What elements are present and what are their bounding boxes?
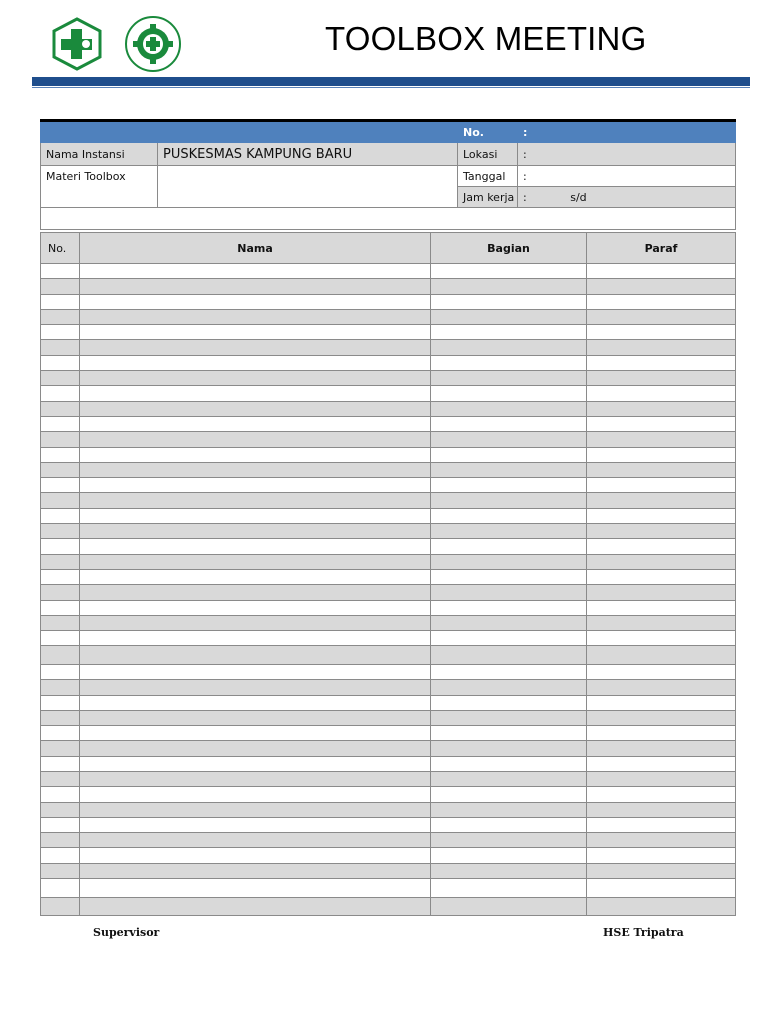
table-row [41, 879, 736, 898]
cell-bagian[interactable] [431, 848, 587, 863]
cell-paraf[interactable] [587, 695, 736, 710]
table-row [41, 756, 736, 771]
cell-bagian[interactable] [431, 524, 587, 539]
cell-bagian[interactable] [431, 756, 587, 771]
tanggal-label: Tanggal [458, 166, 518, 187]
cell-nama[interactable] [80, 680, 431, 695]
cell-nama[interactable] [80, 772, 431, 787]
cell-paraf[interactable] [587, 493, 736, 508]
cell-no[interactable] [41, 817, 80, 832]
cell-nama[interactable] [80, 585, 431, 600]
cell-nama[interactable] [80, 462, 431, 477]
cell-nama[interactable] [80, 710, 431, 725]
cell-no[interactable] [41, 600, 80, 615]
cell-bagian[interactable] [431, 802, 587, 817]
cell-bagian[interactable] [431, 741, 587, 756]
cell-no[interactable] [41, 401, 80, 416]
cell-paraf[interactable] [587, 756, 736, 771]
table-row [41, 817, 736, 832]
table-row [41, 615, 736, 630]
cell-bagian[interactable] [431, 879, 587, 898]
cell-no[interactable] [41, 386, 80, 401]
cell-paraf[interactable] [587, 462, 736, 477]
cell-nama[interactable] [80, 787, 431, 802]
cell-bagian[interactable] [431, 569, 587, 584]
cell-paraf[interactable] [587, 631, 736, 646]
cell-no[interactable] [41, 695, 80, 710]
page-title: TOOLBOX MEETING [325, 20, 647, 57]
cell-nama[interactable] [80, 432, 431, 447]
table-row [41, 554, 736, 569]
cell-no[interactable] [41, 432, 80, 447]
cell-no[interactable] [41, 680, 80, 695]
cell-nama[interactable] [80, 756, 431, 771]
table-row [41, 833, 736, 848]
table-row [41, 462, 736, 477]
cell-no[interactable] [41, 447, 80, 462]
cell-bagian[interactable] [431, 462, 587, 477]
materi-value[interactable] [158, 166, 458, 208]
cell-nama[interactable] [80, 264, 431, 279]
cell-nama[interactable] [80, 554, 431, 569]
table-row [41, 710, 736, 725]
cell-paraf[interactable] [587, 355, 736, 370]
table-row [41, 585, 736, 600]
table-row [41, 447, 736, 462]
cell-no[interactable] [41, 741, 80, 756]
table-row [41, 478, 736, 493]
col-header-no: No. [41, 233, 80, 264]
cell-nama[interactable] [80, 355, 431, 370]
cell-no[interactable] [41, 848, 80, 863]
cell-bagian[interactable] [431, 493, 587, 508]
tanggal-value[interactable]: : [518, 166, 736, 187]
cell-bagian[interactable] [431, 355, 587, 370]
cell-nama[interactable] [80, 294, 431, 309]
green-cross-logo [52, 17, 102, 71]
cell-no[interactable] [41, 493, 80, 508]
cell-paraf[interactable] [587, 817, 736, 832]
cell-no[interactable] [41, 508, 80, 523]
attendance-table [40, 232, 736, 916]
cell-paraf[interactable] [587, 524, 736, 539]
table-row [41, 680, 736, 695]
cell-bagian[interactable] [431, 695, 587, 710]
cell-nama[interactable] [80, 508, 431, 523]
header-divider-line [32, 87, 750, 88]
cell-paraf[interactable] [587, 772, 736, 787]
cell-nama[interactable] [80, 493, 431, 508]
cell-bagian[interactable] [431, 416, 587, 431]
cell-no[interactable] [41, 524, 80, 539]
table-row [41, 695, 736, 710]
table-row [41, 401, 736, 416]
table-row [41, 539, 736, 554]
cell-nama[interactable] [80, 848, 431, 863]
cell-paraf[interactable] [587, 897, 736, 916]
cell-paraf[interactable] [587, 680, 736, 695]
cell-bagian[interactable] [431, 539, 587, 554]
cell-nama[interactable] [80, 401, 431, 416]
cell-paraf[interactable] [587, 726, 736, 741]
cell-paraf[interactable] [587, 554, 736, 569]
cell-paraf[interactable] [587, 710, 736, 725]
cell-bagian[interactable] [431, 833, 587, 848]
cell-no[interactable] [41, 615, 80, 630]
cell-no[interactable] [41, 279, 80, 294]
table-row [41, 787, 736, 802]
cell-bagian[interactable] [431, 554, 587, 569]
attendance-header-row [41, 233, 736, 264]
cell-bagian[interactable] [431, 294, 587, 309]
cell-no[interactable] [41, 569, 80, 584]
cell-paraf[interactable] [587, 447, 736, 462]
cell-paraf[interactable] [587, 340, 736, 355]
cell-paraf[interactable] [587, 264, 736, 279]
cell-nama[interactable] [80, 802, 431, 817]
cell-nama[interactable] [80, 863, 431, 878]
cell-bagian[interactable] [431, 264, 587, 279]
col-header-paraf: Paraf [587, 233, 736, 264]
cell-no[interactable] [41, 309, 80, 324]
table-row [41, 726, 736, 741]
col-header-bagian: Bagian [431, 233, 587, 264]
cell-bagian[interactable] [431, 478, 587, 493]
cell-nama[interactable] [80, 539, 431, 554]
materi-label: Materi Toolbox [41, 166, 158, 208]
hse-signature-label: HSE Tripatra [603, 926, 684, 939]
cell-bagian[interactable] [431, 863, 587, 878]
lokasi-value[interactable]: : [518, 143, 736, 166]
table-row [41, 508, 736, 523]
cell-nama[interactable] [80, 371, 431, 386]
cell-paraf[interactable] [587, 646, 736, 665]
cell-no[interactable] [41, 897, 80, 916]
cell-no[interactable] [41, 416, 80, 431]
cell-no[interactable] [41, 710, 80, 725]
table-row [41, 294, 736, 309]
lokasi-label: Lokasi [458, 143, 518, 166]
cell-no[interactable] [41, 726, 80, 741]
cell-bagian[interactable] [431, 726, 587, 741]
cell-paraf[interactable] [587, 325, 736, 340]
cell-bagian[interactable] [431, 340, 587, 355]
number-row [41, 121, 736, 143]
table-row [41, 569, 736, 584]
cell-bagian[interactable] [431, 432, 587, 447]
cell-paraf[interactable] [587, 508, 736, 523]
cell-bagian[interactable] [431, 897, 587, 916]
cell-nama[interactable] [80, 478, 431, 493]
cell-no[interactable] [41, 787, 80, 802]
cell-bagian[interactable] [431, 817, 587, 832]
table-row [41, 264, 736, 279]
cell-no[interactable] [41, 772, 80, 787]
table-row [41, 802, 736, 817]
cell-bagian[interactable] [431, 325, 587, 340]
table-row [41, 309, 736, 324]
cell-no[interactable] [41, 585, 80, 600]
table-row [41, 741, 736, 756]
table-row [41, 772, 736, 787]
table-row [41, 524, 736, 539]
cell-paraf[interactable] [587, 664, 736, 679]
table-row [41, 897, 736, 916]
cell-no[interactable] [41, 646, 80, 665]
cell-nama[interactable] [80, 340, 431, 355]
cell-nama[interactable] [80, 879, 431, 898]
cell-bagian[interactable] [431, 371, 587, 386]
table-row [41, 646, 736, 665]
table-row [41, 432, 736, 447]
cell-paraf[interactable] [587, 741, 736, 756]
cell-no[interactable] [41, 340, 80, 355]
cell-bagian[interactable] [431, 508, 587, 523]
cell-nama[interactable] [80, 631, 431, 646]
cell-nama[interactable] [80, 279, 431, 294]
table-row [41, 848, 736, 863]
cell-nama[interactable] [80, 386, 431, 401]
table-row [41, 493, 736, 508]
cell-paraf[interactable] [587, 802, 736, 817]
cell-no[interactable] [41, 554, 80, 569]
indonesia-safety-development-logo [123, 15, 183, 73]
cell-bagian[interactable] [431, 615, 587, 630]
cell-no[interactable] [41, 631, 80, 646]
cell-paraf[interactable] [587, 416, 736, 431]
cell-bagian[interactable] [431, 710, 587, 725]
no-value[interactable]: : [518, 121, 736, 143]
table-row [41, 600, 736, 615]
cell-bagian[interactable] [431, 646, 587, 665]
table-row [41, 416, 736, 431]
cell-nama[interactable] [80, 897, 431, 916]
table-row [41, 386, 736, 401]
cell-nama[interactable] [80, 524, 431, 539]
cell-paraf[interactable] [587, 294, 736, 309]
meeting-info-table [40, 119, 736, 230]
cell-paraf[interactable] [587, 386, 736, 401]
cell-bagian[interactable] [431, 386, 587, 401]
col-header-nama: Nama [80, 233, 431, 264]
table-row [41, 325, 736, 340]
cell-no[interactable] [41, 664, 80, 679]
cell-no[interactable] [41, 802, 80, 817]
cell-bagian[interactable] [431, 279, 587, 294]
cell-paraf[interactable] [587, 539, 736, 554]
cell-nama[interactable] [80, 325, 431, 340]
cell-nama[interactable] [80, 726, 431, 741]
cell-paraf[interactable] [587, 848, 736, 863]
cell-paraf[interactable] [587, 863, 736, 878]
cell-no[interactable] [41, 756, 80, 771]
cell-nama[interactable] [80, 416, 431, 431]
cell-paraf[interactable] [587, 615, 736, 630]
table-row [41, 664, 736, 679]
cell-paraf[interactable] [587, 600, 736, 615]
cell-paraf[interactable] [587, 309, 736, 324]
cell-paraf[interactable] [587, 879, 736, 898]
supervisor-signature-label: Supervisor [93, 926, 160, 939]
table-row [41, 863, 736, 878]
cell-paraf[interactable] [587, 401, 736, 416]
cell-no[interactable] [41, 478, 80, 493]
cell-nama[interactable] [80, 695, 431, 710]
cell-no[interactable] [41, 539, 80, 554]
cell-no[interactable] [41, 371, 80, 386]
cell-paraf[interactable] [587, 279, 736, 294]
cell-bagian[interactable] [431, 600, 587, 615]
cell-bagian[interactable] [431, 309, 587, 324]
cell-no[interactable] [41, 833, 80, 848]
cell-nama[interactable] [80, 569, 431, 584]
jam-kerja-label: Jam kerja [458, 187, 518, 208]
no-label: No. [458, 121, 518, 143]
instansi-label: Nama Instansi [41, 143, 158, 166]
table-row [41, 371, 736, 386]
table-row [41, 279, 736, 294]
cell-no[interactable] [41, 355, 80, 370]
cell-nama[interactable] [80, 817, 431, 832]
cell-paraf[interactable] [587, 432, 736, 447]
table-row [41, 340, 736, 355]
cell-bagian[interactable] [431, 680, 587, 695]
cell-no[interactable] [41, 879, 80, 898]
cell-paraf[interactable] [587, 585, 736, 600]
cell-paraf[interactable] [587, 787, 736, 802]
cell-paraf[interactable] [587, 371, 736, 386]
cell-nama[interactable] [80, 447, 431, 462]
jam-kerja-value[interactable]: : s/d [518, 187, 736, 208]
cell-bagian[interactable] [431, 585, 587, 600]
cell-bagian[interactable] [431, 401, 587, 416]
cell-paraf[interactable] [587, 569, 736, 584]
instansi-value[interactable]: PUSKESMAS KAMPUNG BARU [158, 143, 458, 166]
header-divider-bar [32, 77, 750, 86]
table-row [41, 355, 736, 370]
cell-bagian[interactable] [431, 772, 587, 787]
cell-bagian[interactable] [431, 631, 587, 646]
cell-bagian[interactable] [431, 664, 587, 679]
cell-nama[interactable] [80, 741, 431, 756]
cell-bagian[interactable] [431, 447, 587, 462]
cell-nama[interactable] [80, 615, 431, 630]
cell-no[interactable] [41, 294, 80, 309]
cell-nama[interactable] [80, 309, 431, 324]
cell-no[interactable] [41, 264, 80, 279]
cell-no[interactable] [41, 462, 80, 477]
cell-no[interactable] [41, 863, 80, 878]
table-row [41, 631, 736, 646]
spacer-row [41, 208, 736, 230]
cell-paraf[interactable] [587, 478, 736, 493]
cell-bagian[interactable] [431, 787, 587, 802]
cell-no[interactable] [41, 325, 80, 340]
cell-nama[interactable] [80, 646, 431, 665]
cell-nama[interactable] [80, 600, 431, 615]
cell-nama[interactable] [80, 833, 431, 848]
cell-nama[interactable] [80, 664, 431, 679]
cell-paraf[interactable] [587, 833, 736, 848]
